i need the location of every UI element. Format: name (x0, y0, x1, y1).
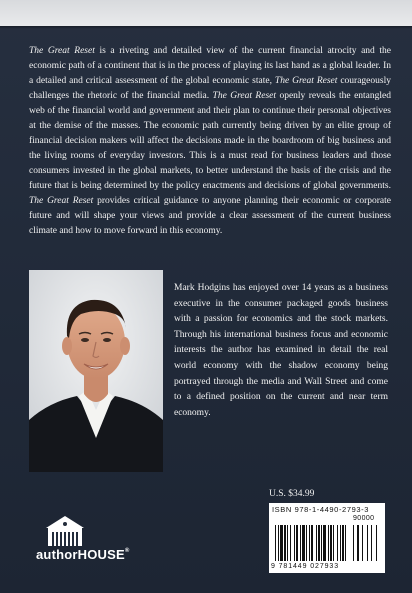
barcode-bar (290, 525, 291, 561)
barcode-bar (357, 525, 359, 561)
barcode-bar (353, 525, 354, 561)
barcode-bar (376, 525, 377, 561)
trademark-symbol: ® (124, 548, 130, 554)
book-title: The Great Reset (29, 46, 95, 56)
cover-top-edge (0, 0, 412, 26)
authorhouse-logo-icon (36, 514, 116, 574)
barcode-bar (371, 525, 372, 561)
isbn-barcode (269, 503, 385, 573)
price-code-text: 90000 (353, 515, 375, 522)
barcode-bar (323, 525, 326, 561)
barcode-bar (284, 525, 286, 561)
book-title: The Great Reset (274, 76, 338, 86)
isbn-text: ISBN 978-1-4490-2793-3 (272, 505, 370, 514)
barcode-bar (362, 525, 363, 561)
author-photo (29, 270, 163, 472)
barcode-bar (337, 525, 338, 561)
barcode-bar (333, 525, 334, 561)
price-label: U.S. $34.99 (269, 489, 315, 499)
book-title: The Great Reset (29, 196, 94, 206)
barcode-bar (287, 525, 288, 561)
barcode-bar (316, 525, 317, 561)
blurb-paragraph (29, 44, 391, 239)
barcode-bar (309, 525, 310, 561)
barcode-bar (321, 525, 322, 561)
house-book-icon (36, 514, 116, 548)
barcode-bar (296, 525, 298, 561)
barcode-bar (345, 525, 346, 561)
blurb-text: openly reveals the entangled web of the financial world and government and their plan to continue their personal objectives at the demise of the masses. The economic path currently being driven by an elite group of financial decision makers will affect the decisions made in the boardroom of big business and the living rooms of everyday investors. This is a must read for business leaders and those consumers invested in the global markets, to better understand the basis of the crisis and the future that is being determined by the policy enactments and decisions of global governments. (29, 91, 391, 191)
barcode-bar (300, 525, 301, 561)
barcode-bar (318, 525, 320, 561)
barcode-bar (330, 525, 332, 561)
blurb-text: provides critical guidance to anyone planning their economic or corporate future and will shape your views and provide a clear assessment of the current business climate and how to move forward in this economy. (29, 196, 392, 236)
publisher-logo-text: authorHOUSE® (36, 547, 130, 562)
publisher-logo-suffix: HOUSE (77, 547, 125, 562)
barcode-bar (278, 525, 279, 561)
barcode-bar (306, 525, 307, 561)
barcode-bar (302, 525, 305, 561)
barcode-bar (328, 525, 329, 561)
barcode-bar (340, 525, 341, 561)
barcode-bar (280, 525, 283, 561)
author-bio: Mark Hodgins has enjoyed over 14 years as a business executive in the consumer packaged goods business with a passion for economics and the stock markets. Through his international business focus and economic interests the author has examined in detail the real world economy with the shadow economy being portrayed through the media and Wall Street and come to a defined position on the current and near term economy. (174, 283, 388, 418)
book-title: The Great Reset (212, 91, 277, 101)
barcode-bar (311, 525, 313, 561)
barcode-bar (367, 525, 368, 561)
blurb-text: is a riveting and detailed view of the current financial atrocity and the economic path of a continent that is in the process of playing its last hand as a global leader. In a detailed and critical assessment of the global economic state, (29, 46, 391, 86)
cover-top-edge-shadow (0, 26, 412, 29)
barcode-bar (275, 525, 276, 561)
author-portrait (29, 270, 163, 472)
blurb-text: courageously challenges the rhetoric of the financial media. (29, 76, 391, 101)
ean-digits-text: 9 781449 027933 (271, 563, 339, 570)
barcode-bar (342, 525, 344, 561)
barcode-bar (294, 525, 295, 561)
